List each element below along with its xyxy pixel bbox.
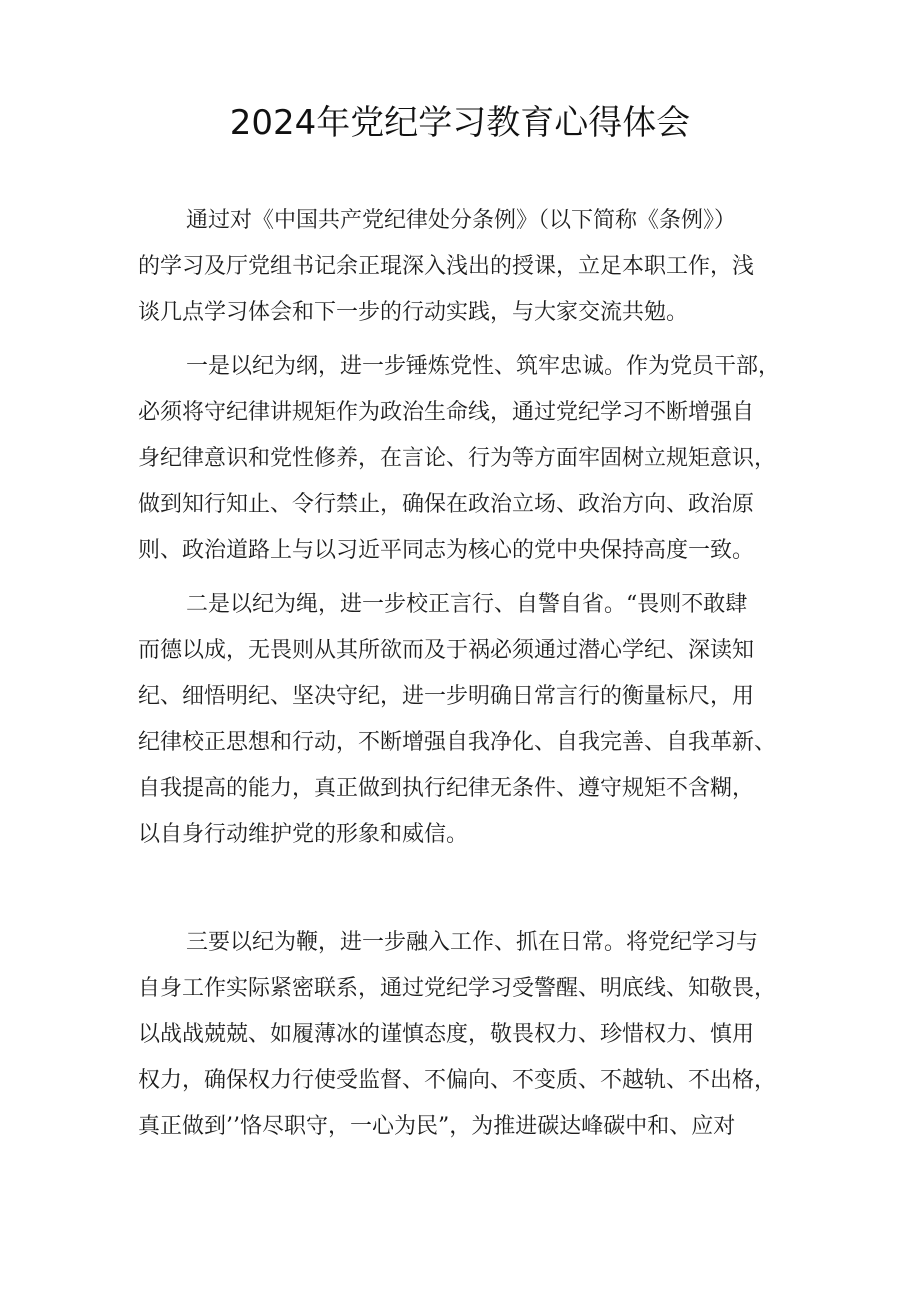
paragraph-line: 以战战兢兢、如履薄冰的谨慎态度，敬畏权力、珍惜权力、慎用 bbox=[138, 1022, 755, 1047]
paragraph-line: 通过对《中国共产党纪律处分条例》（以下简称《条例》） bbox=[186, 208, 737, 233]
paragraph-line: 自身工作实际紧密联系，通过党纪学习受警醒、明底线、知敬畏， bbox=[138, 976, 777, 1001]
paragraph-line: 做到知行知止、令行禁止，确保在政治立场、政治方向、政治原 bbox=[138, 492, 755, 517]
paragraph-line: 身纪律意识和党性修养，在言论、行为等方面牢固树立规矩意识， bbox=[138, 446, 777, 471]
paragraph-line: 权力，确保权力行使受监督、不偏向、不变质、不越轨、不出格， bbox=[138, 1068, 777, 1093]
document-title: 2024年党纪学习教育心得体会 bbox=[229, 103, 691, 143]
paragraph-3 bbox=[138, 582, 803, 858]
paragraph-line: 必须将守纪律讲规矩作为政治生命线，通过党纪学习不断增强自 bbox=[138, 400, 755, 425]
paragraph-line: 自我提高的能力，真正做到执行纪律无条件、遵守规矩不含糊， bbox=[138, 776, 755, 801]
paragraph-2 bbox=[138, 344, 803, 574]
paragraph-line: 的学习及厅党组书记余正琨深入浅出的授课，立足本职工作，浅 bbox=[138, 254, 755, 279]
paragraph-line: 纪、细悟明纪、坚决守纪，进一步明确日常言行的衡量标尺，用 bbox=[138, 684, 755, 709]
paragraph-4 bbox=[138, 920, 803, 1150]
paragraph-1 bbox=[138, 198, 803, 336]
paragraph-line: 一是以纪为纲，进一步锤炼党性、筑牢忠诚。作为党员干部， bbox=[186, 354, 781, 379]
paragraph-line: 谈几点学习体会和下一步的行动实践，与大家交流共勉。 bbox=[138, 300, 689, 325]
paragraph-line: 三要以纪为鞭，进一步融入工作、抓在日常。将党纪学习与 bbox=[186, 930, 759, 955]
paragraph-line: 纪律校正思想和行动，不断增强自我净化、自我完善、自我革新、 bbox=[138, 730, 777, 755]
paragraph-line: 二是以纪为绳，进一步校正言行、自警自省。“畏则不敢肆 bbox=[186, 592, 748, 617]
paragraph-line: 而德以成，无畏则从其所欲而及于祸必须通过潜心学纪、深读知 bbox=[138, 638, 755, 663]
paragraph-line: 真正做到’’恪尽职守，一心为民”，为推进碳达峰碳中和、应对 bbox=[138, 1114, 736, 1139]
paragraph-line: 则、政治道路上与以习近平同志为核心的党中央保持高度一致。 bbox=[138, 538, 755, 563]
paragraph-line: 以自身行动维护党的形象和威信。 bbox=[138, 822, 469, 847]
